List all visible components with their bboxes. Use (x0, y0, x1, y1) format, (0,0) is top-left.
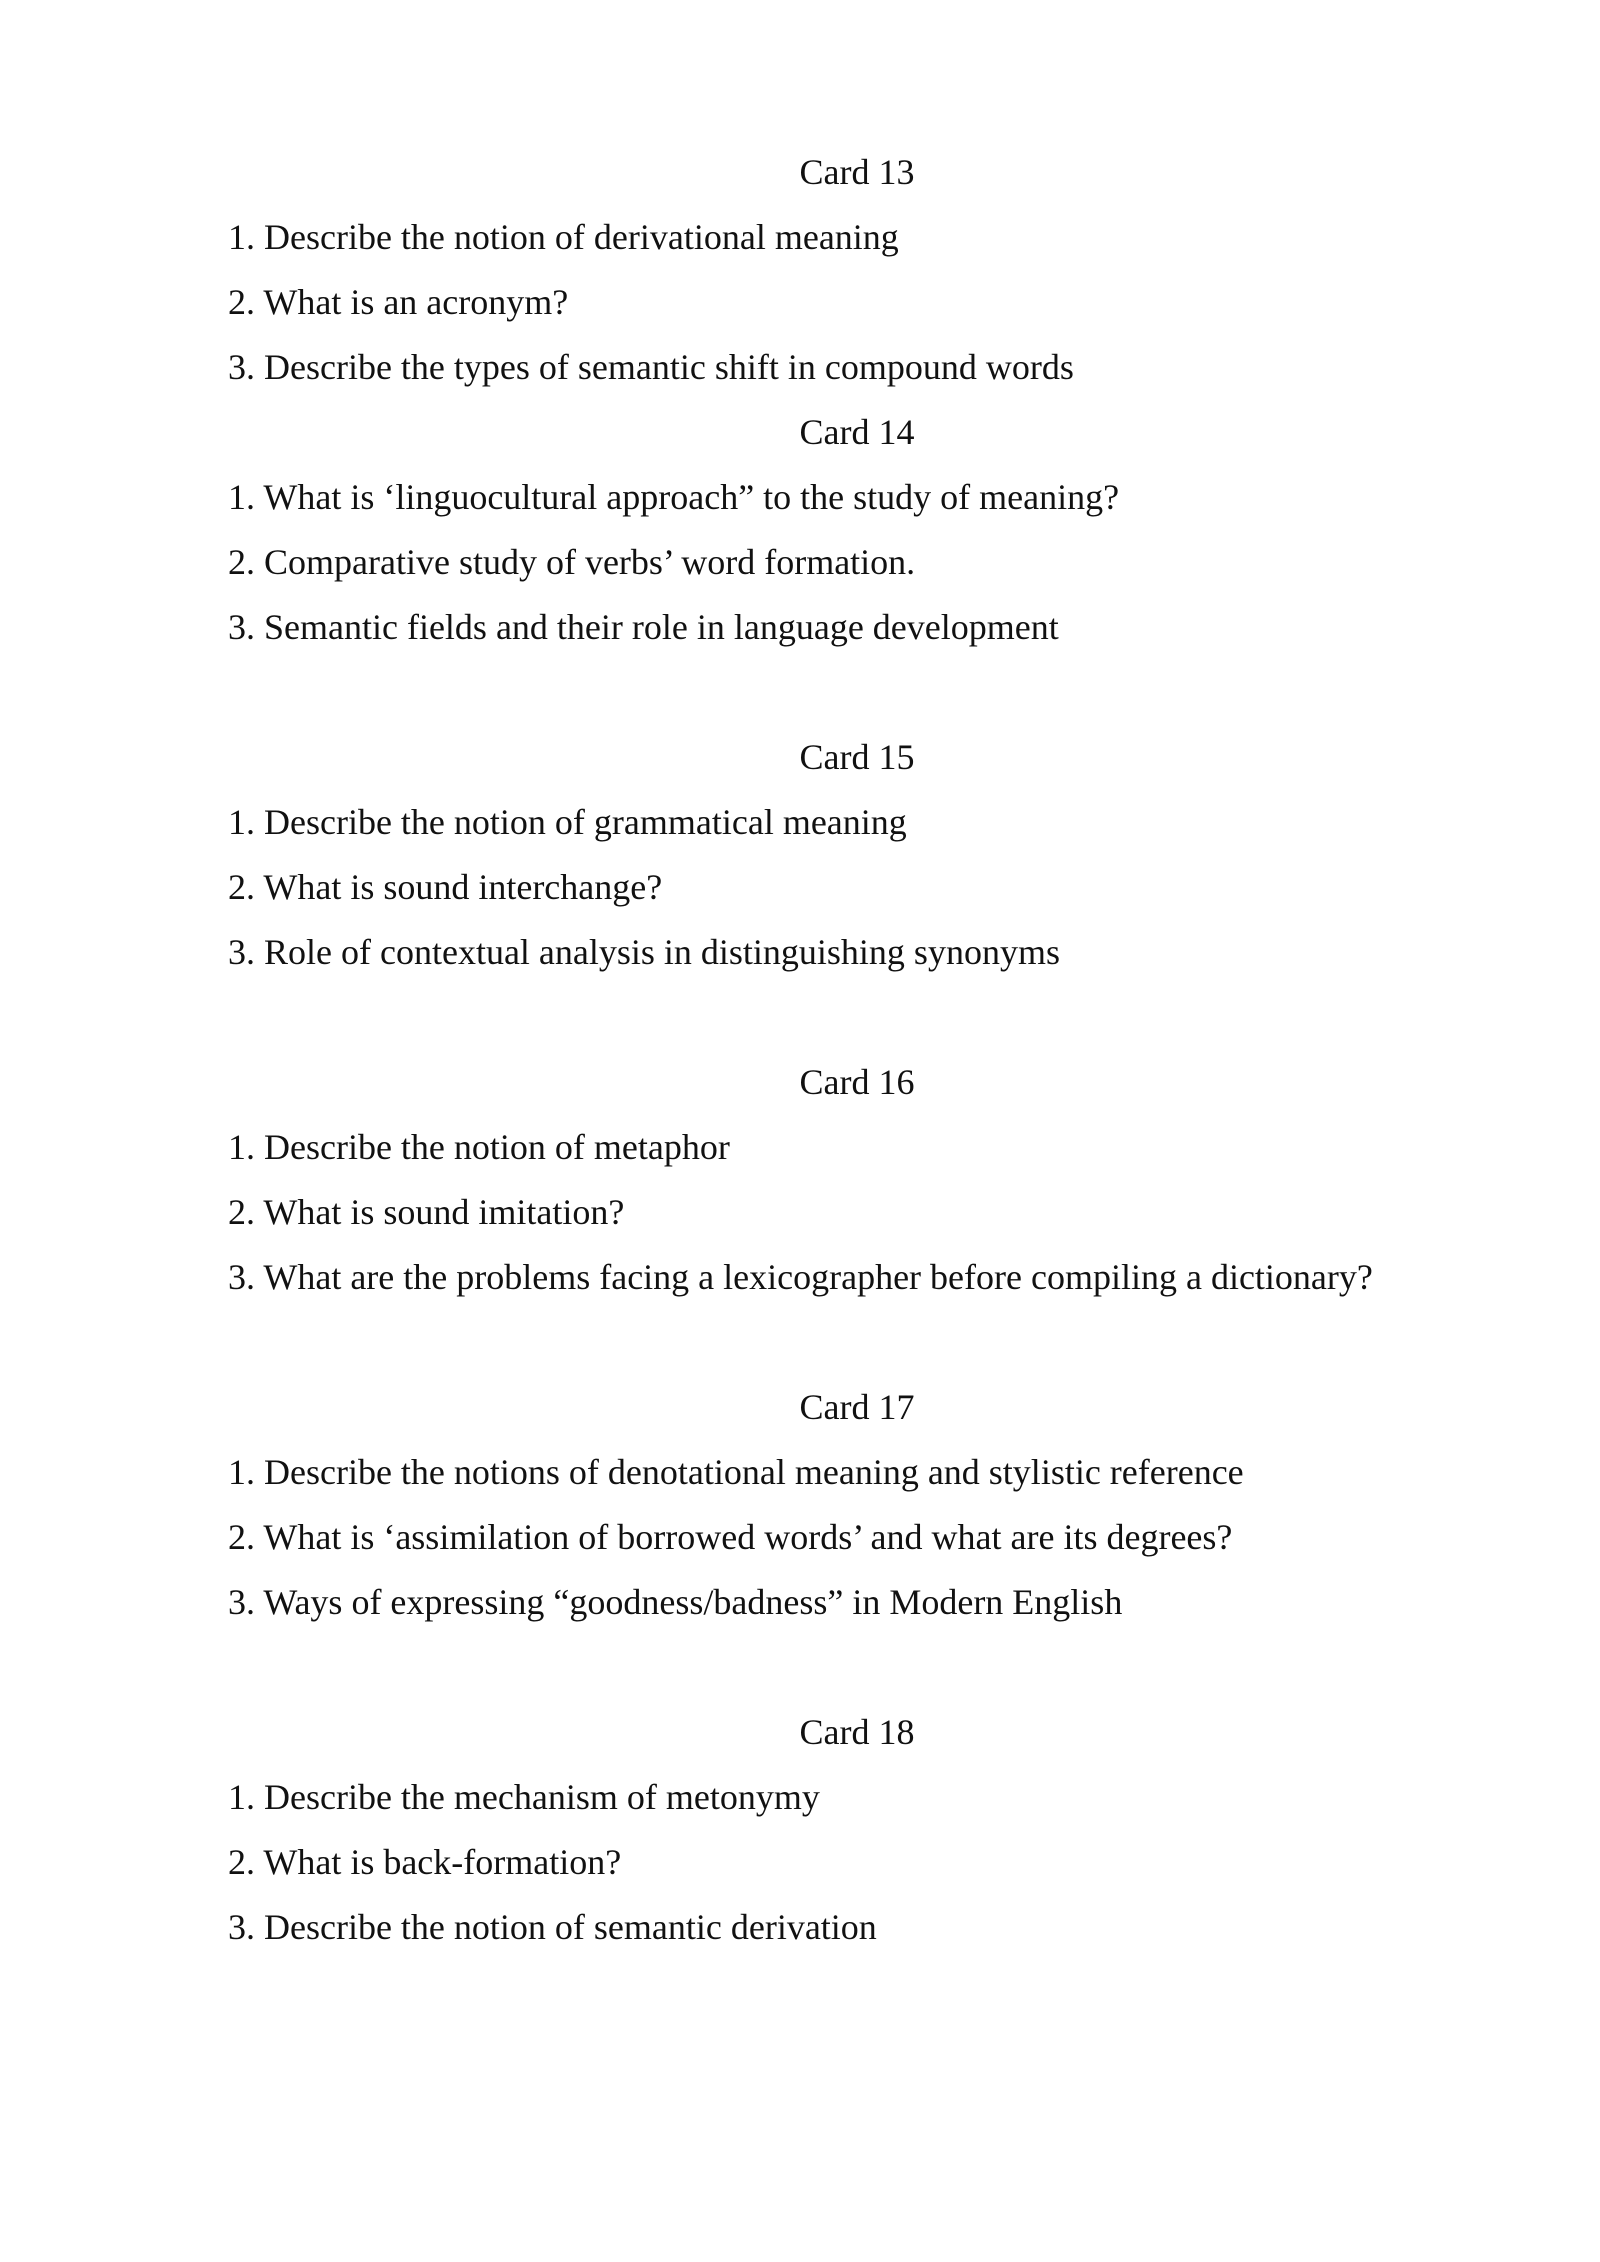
card-title: Card 17 (799, 1387, 915, 1427)
question-number: 1. (228, 217, 255, 257)
question-text: Describe the notion of grammatical meaning (264, 802, 907, 842)
question-text: Describe the types of semantic shift in compound words (264, 347, 1074, 387)
question-item (228, 540, 915, 584)
question-text: What is back-formation? (263, 1842, 622, 1882)
question-item (228, 475, 1119, 519)
question-number: 2. (228, 867, 255, 907)
question-text: What is ‘assimilation of borrowed words’ and what are its degrees? (263, 1517, 1233, 1557)
question-item (228, 1840, 621, 1884)
question-item (228, 605, 1059, 649)
question-item (228, 1905, 877, 1949)
card-title: Card 13 (799, 152, 915, 192)
question-item (228, 800, 907, 844)
question-item (228, 1190, 624, 1234)
question-item (228, 1450, 1244, 1494)
question-number: 3. (228, 607, 255, 647)
card-title: Card 18 (799, 1712, 915, 1752)
question-text: Comparative study of verbs’ word formation. (264, 542, 916, 582)
question-item (228, 1775, 820, 1819)
question-text: What is sound imitation? (263, 1192, 625, 1232)
question-text: Describe the notions of denotational meaning and stylistic reference (264, 1452, 1244, 1492)
question-number: 1. (228, 1127, 255, 1167)
question-text: Describe the mechanism of metonymy (264, 1777, 820, 1817)
question-number: 1. (228, 802, 255, 842)
card-title: Card 15 (799, 737, 915, 777)
question-item (228, 345, 1074, 389)
question-number: 2. (228, 1517, 255, 1557)
question-number: 3. (228, 347, 255, 387)
question-number: 3. (228, 932, 255, 972)
question-text: What is an acronym? (263, 282, 569, 322)
question-number: 2. (228, 1842, 255, 1882)
question-item (228, 1515, 1232, 1559)
question-text: Describe the notion of semantic derivation (264, 1907, 877, 1947)
question-item (228, 215, 899, 259)
question-text: Describe the notion of derivational meaning (264, 217, 899, 257)
question-number: 3. (228, 1907, 255, 1947)
question-item (228, 280, 568, 324)
question-number: 3. (228, 1582, 255, 1622)
question-text: Describe the notion of metaphor (264, 1127, 730, 1167)
question-item (228, 930, 1060, 974)
question-text: What is sound interchange? (263, 867, 663, 907)
question-number: 1. (228, 477, 255, 517)
question-number: 2. (228, 542, 255, 582)
card-title: Card 16 (799, 1062, 915, 1102)
question-number: 2. (228, 282, 255, 322)
question-number: 2. (228, 1192, 255, 1232)
question-number: 1. (228, 1452, 255, 1492)
question-number: 3. (228, 1257, 255, 1297)
question-text: Semantic fields and their role in language development (264, 607, 1059, 647)
question-text: Ways of expressing “goodness/badness” in Modern English (263, 1582, 1123, 1622)
question-text: What is ‘linguocultural approach” to the study of meaning? (263, 477, 1120, 517)
question-text: Role of contextual analysis in distinguishing synonyms (264, 932, 1060, 972)
question-item (228, 1255, 1373, 1299)
question-item (228, 1125, 730, 1169)
card-title: Card 14 (799, 412, 915, 452)
question-number: 1. (228, 1777, 255, 1817)
question-item (228, 865, 662, 909)
question-text: What are the problems facing a lexicographer before compiling a dictionary? (263, 1257, 1373, 1297)
question-item (228, 1580, 1122, 1624)
